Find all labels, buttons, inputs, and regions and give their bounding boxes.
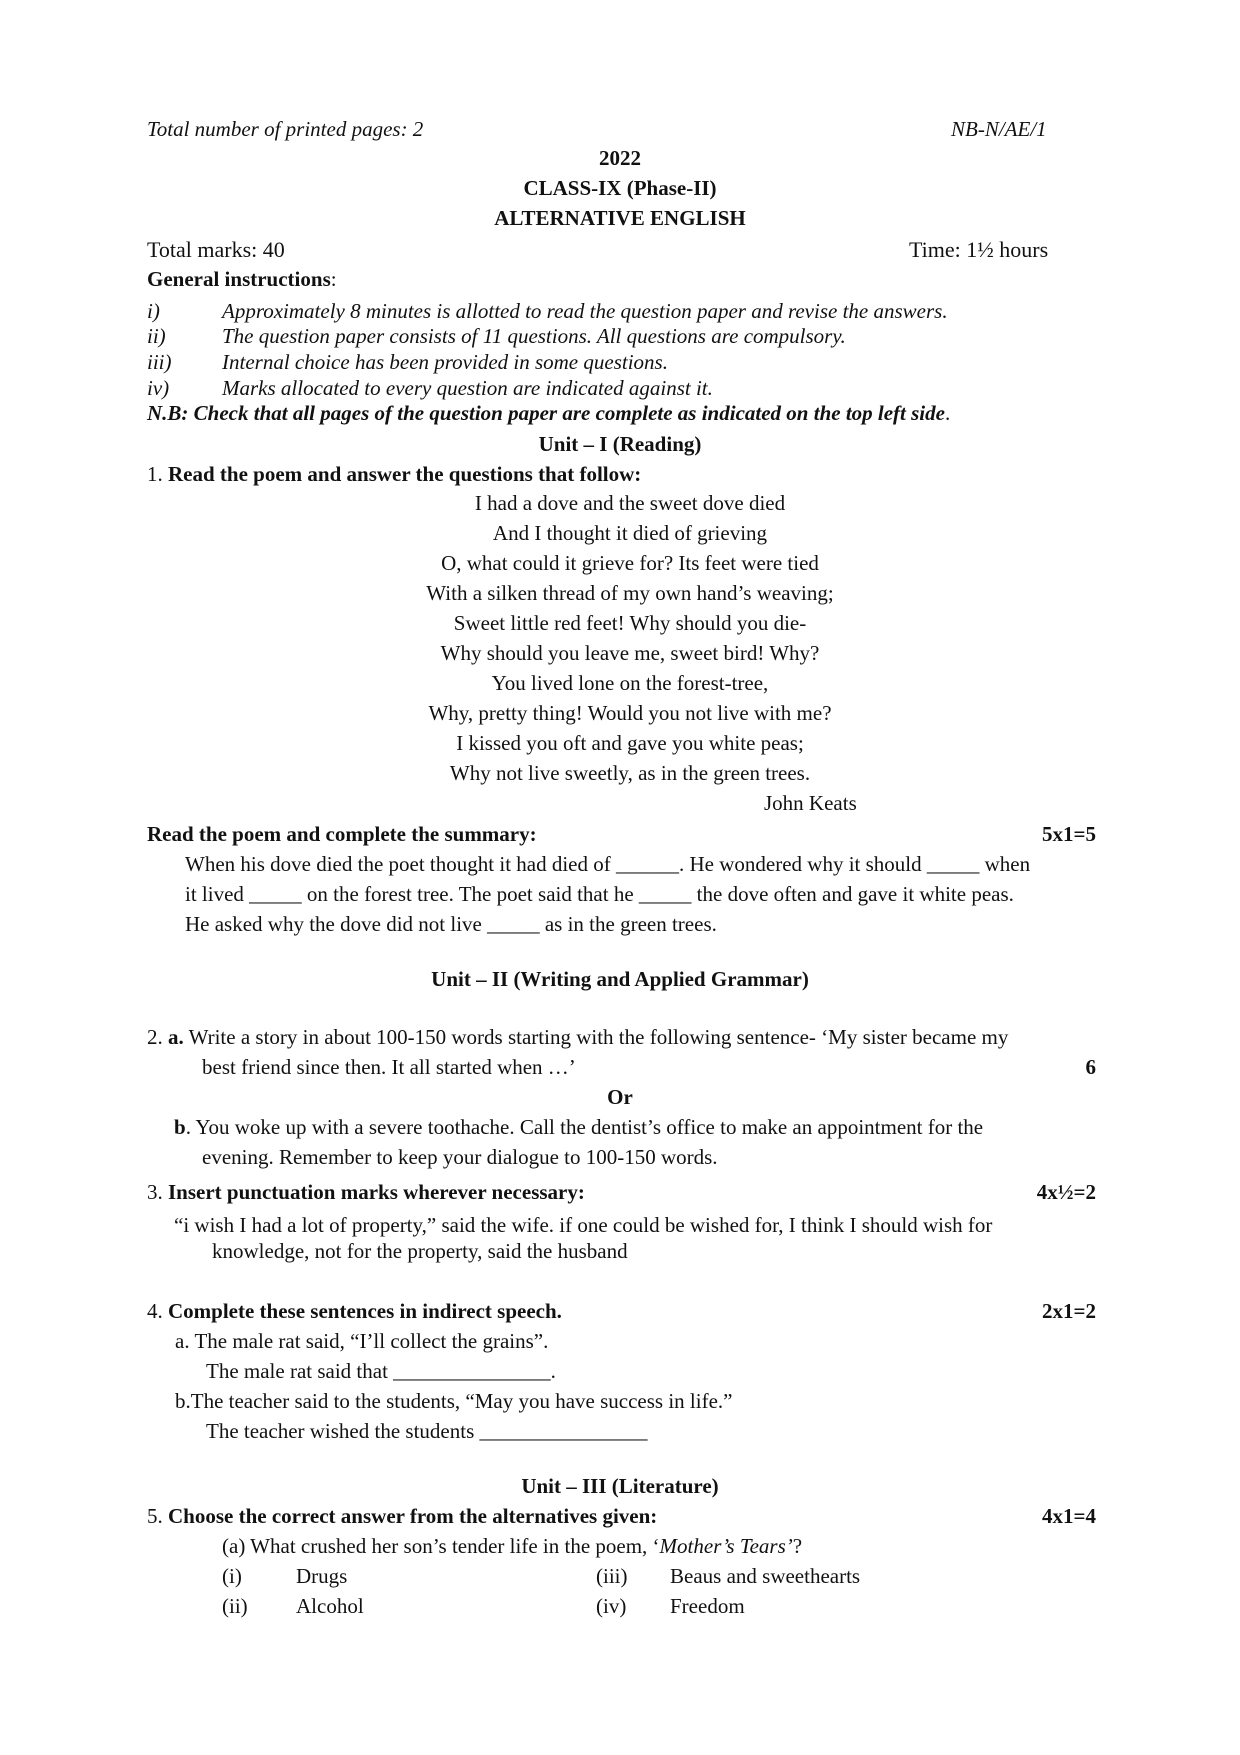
summary-line: it lived _____ on the forest tree. The poet said that he _____ the dove often and gave it white peas. [185,882,1014,906]
poem-line: O, what could it grieve for? Its feet were tied [441,551,819,575]
option-text: Alcohol [296,1594,364,1618]
instruction-text: Approximately 8 minutes is allotted to read the question paper and revise the answers. [222,299,948,323]
summary-line: He asked why the dove did not live _____ as in the green trees. [185,912,717,936]
question-number: 5. [147,1504,163,1528]
option-number: (iv) [596,1594,627,1618]
question-2a-line1 [147,1024,1008,1050]
option-number: (i) [222,1564,242,1588]
question-text: Choose the correct answer from the alternatives given: [168,1504,658,1528]
question-4a-line: The male rat said that _______________. [206,1359,556,1383]
paper-code: NB-N/AE/1 [951,117,1047,141]
option-label-a: a. [168,1025,184,1049]
class-title: CLASS-IX (Phase-II) [523,176,717,200]
unit-3-title: Unit – III (Literature) [521,1474,719,1498]
poet-name: John Keats [764,791,857,815]
question-5 [147,1503,657,1529]
or-separator: Or [607,1085,633,1109]
question-text: Write a story in about 100-150 words starting with the following sentence- ‘My sister became my [188,1025,1009,1049]
instruction-text: Internal choice has been provided in some questions. [222,350,668,374]
question-number: 4. [147,1299,163,1323]
summary-line: When his dove died the poet thought it had died of ______. He wondered why it should _____ when [185,852,1031,876]
nb-note [147,400,950,426]
question-4-marks: 2x1=2 [1042,1299,1096,1323]
summary-marks: 5x1=5 [1042,822,1096,846]
question-5-marks: 4x1=4 [1042,1504,1096,1528]
question-text: Read the poem and answer the questions that follow: [168,462,642,486]
question-text: . You woke up with a severe toothache. Call the dentist’s office to make an appointment for the [185,1115,984,1139]
question-2a-line2: best friend since then. It all started when …’ [202,1055,576,1079]
question-3-marks: 4x½=2 [1036,1180,1096,1204]
poem-line: I kissed you oft and gave you white peas; [456,731,804,755]
time-allowed: Time: 1½ hours [909,237,1049,262]
instructions-heading-colon: : [330,267,337,291]
summary-heading: Read the poem and complete the summary: [147,822,537,846]
question-3 [147,1179,585,1205]
question-3-line: “i wish I had a lot of property,” said the wife. if one could be wished for, I think I should wish for [174,1213,993,1237]
question-2b-line1 [174,1114,983,1140]
question-number: 3. [147,1180,163,1204]
question-4b-line: The teacher wished the students ________________ [206,1419,648,1443]
question-1 [147,461,641,487]
option-text: Freedom [670,1594,745,1618]
poem-line: Why, pretty thing! Would you not live with me? [428,701,832,725]
poem-line: Sweet little red feet! Why should you die- [453,611,807,635]
instructions-heading-text: General instructions [147,267,331,291]
option-number: (ii) [222,1594,248,1618]
poem-line: Why not live sweetly, as in the green trees. [449,761,811,785]
unit-2-title: Unit – II (Writing and Applied Grammar) [431,967,809,991]
question-text: (a) What crushed her son’s tender life in the poem, ‘ [222,1534,660,1558]
question-text: Insert punctuation marks wherever necessary: [168,1180,585,1204]
instruction-num: ii) [147,324,166,348]
question-2-marks: 6 [1085,1055,1096,1079]
poem-line: With a silken thread of my own hand’s weaving; [426,581,834,605]
poem-line: And I thought it died of grieving [492,521,768,545]
question-4a-line: a. The male rat said, “I’ll collect the grains”. [175,1329,549,1353]
printed-pages-note: Total number of printed pages: 2 [147,117,424,141]
option-text: Drugs [296,1564,348,1588]
poem-line: You lived lone on the forest-tree, [491,671,769,695]
instructions-heading [147,266,337,292]
nb-note-end: . [944,401,951,425]
instruction-num: iii) [147,350,172,374]
question-3-line: knowledge, not for the property, said the husband [212,1239,628,1263]
question-2b-line2: evening. Remember to keep your dialogue to 100-150 words. [202,1145,718,1169]
poem-line: I had a dove and the sweet dove died [474,491,786,515]
question-5a [222,1533,802,1559]
question-text: Complete these sentences in indirect speech. [168,1299,562,1323]
unit-1-title: Unit – I (Reading) [538,432,702,456]
instruction-text: The question paper consists of 11 questions. All questions are compulsory. [222,324,846,348]
question-4 [147,1298,562,1324]
instruction-num: iv) [147,376,170,400]
poem-title: Mother’s Tears’ [659,1534,793,1558]
instruction-text: Marks allocated to every question are indicated against it. [222,376,713,400]
question-number: 2. [147,1025,163,1049]
subject-title: ALTERNATIVE ENGLISH [494,206,746,230]
nb-note-text: N.B: Check that all pages of the question paper are complete as indicated on the top left side [147,401,945,425]
total-marks: Total marks: 40 [147,237,285,262]
poem-line: Why should you leave me, sweet bird! Why? [440,641,820,665]
option-text: Beaus and sweethearts [670,1564,861,1588]
question-number: 1. [147,462,163,486]
question-4b-line: b.The teacher said to the students, “May you have success in life.” [175,1389,733,1413]
question-end: ? [792,1534,803,1558]
instruction-num: i) [147,299,160,323]
exam-year: 2022 [599,146,641,170]
option-label-b: b [174,1115,186,1139]
option-number: (iii) [596,1564,628,1588]
